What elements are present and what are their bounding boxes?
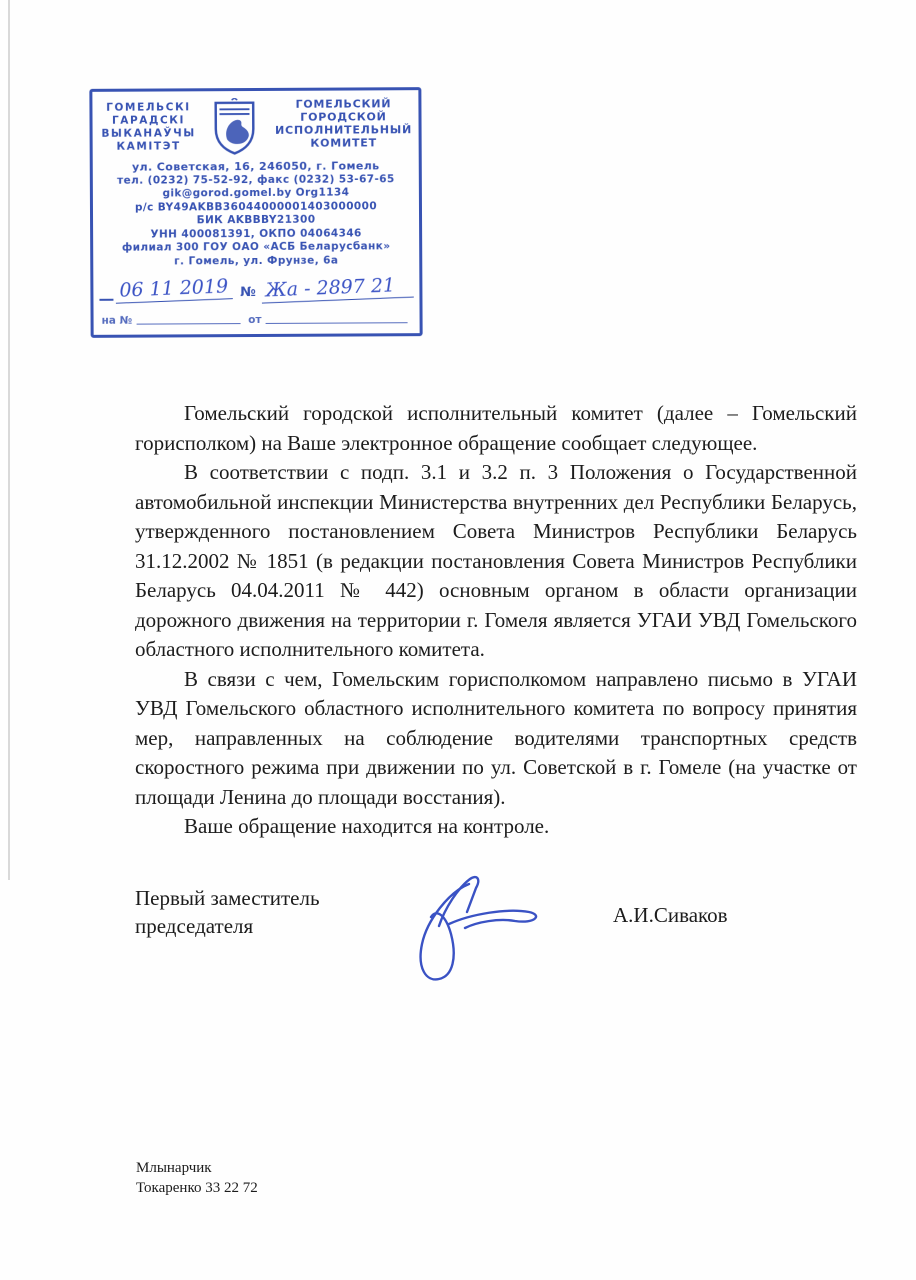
stamp-bik: БИК AKBBBY21300 — [196, 213, 316, 227]
org-by-line: ГОМЕЛЬСКІ — [106, 101, 191, 114]
stamp-unn-okpo: УНН 400081391, ОКПО 04064346 — [150, 226, 362, 241]
executor-contact: Токаренко 33 22 72 — [136, 1180, 258, 1196]
ref-ot-blank — [266, 322, 408, 324]
paragraph-legal-basis: В соответствии с подп. 3.1 и 3.2 п. 3 Положения о Государственной автомобильной инспекции Министерства внутренних дел Республики Беларусь, утвержденного постановлением Совета Министров Республики Беларусь 31.12.2002 № 1851 (в редакции постановления Совета Министров Республики Беларусь 04.04.2011 № 442) основным органом в области организации дорожного движения на территории г. Гомеля является УГАИ УВД Гомельского областного исполнительного комитета. — [135, 460, 857, 661]
stamp-header — [98, 97, 412, 159]
org-by-line: ВЫКАНАЎЧЫ — [101, 127, 196, 140]
org-ru-line: ГОРОДСКОЙ — [300, 110, 387, 124]
handwritten-signature — [385, 870, 555, 990]
stamp-address: ул. Советская, 16, 246050, г. Гомель — [131, 159, 380, 174]
signer-position-line2: председателя — [135, 914, 254, 938]
org-name-belarusian — [98, 98, 198, 154]
stamp-bank-address: г. Гомель, ул. Фрунзе, 6а — [174, 254, 339, 267]
paragraph-control-note: Ваше обращение находится на контроле. — [184, 814, 550, 838]
letterhead-stamp — [89, 87, 422, 338]
org-by-line: ГАРАДСКІ — [111, 114, 186, 127]
underline-dash — [99, 299, 113, 301]
ref-na-blank — [136, 323, 240, 325]
paragraph-action-taken: В связи с чем, Гомельским горисполкомом направлено письмо в УГАИ УВД Гомельского областного исполнительного комитета по вопросу принятия мер, направленных на соблюдение водителями транспортных средств скоростного режима при движении по ул. Советской в г. Гомеле (на участке от площади Ленина до площади восстания). — [135, 666, 857, 809]
stamp-email: gik@gorod.gomel.by Org1134 — [162, 186, 350, 200]
scan-edge-artifact — [8, 0, 10, 880]
org-ru-line: КОМИТЕТ — [310, 136, 377, 150]
org-name-russian — [270, 97, 416, 150]
handwritten-number: Жа - 2897 21 — [261, 274, 413, 304]
org-ru-line: ГОМЕЛЬСКИЙ — [295, 97, 392, 111]
stamp-bank-account: р/с BY49AKBB36044000001403000000 — [134, 199, 378, 214]
letter-body — [135, 399, 857, 842]
signer-position-line1: Первый заместитель — [135, 886, 320, 910]
executor-footer — [136, 1158, 258, 1198]
stamp-reference-row — [99, 305, 413, 329]
number-sign: № — [240, 285, 256, 301]
signature-block — [135, 884, 857, 994]
executor-name: Млынарчик — [136, 1160, 212, 1176]
coat-of-arms-icon — [198, 98, 270, 158]
ref-na-label: на № — [101, 314, 133, 327]
signer-position — [135, 884, 320, 940]
stamp-phones: тел. (0232) 75-52-92, факс (0232) 53-67-65 — [117, 172, 395, 187]
handwritten-date: 06 11 2019 — [115, 275, 233, 304]
paragraph-intro: Гомельский городской исполнительный комитет (далее – Гомельский горисполком) на Ваше электронное обращение сообщает следующее. — [135, 401, 857, 455]
stamp-bank-name: филиал 300 ГОУ ОАО «АСБ Беларусбанк» — [121, 240, 391, 254]
org-by-line: КАМІТЭТ — [116, 140, 181, 153]
org-ru-line: ИСПОЛНИТЕЛЬНЫЙ — [275, 123, 413, 137]
ref-ot-label: от — [248, 313, 262, 327]
signer-name: А.И.Сиваков — [613, 903, 728, 927]
stamp-registration-row — [99, 269, 413, 307]
